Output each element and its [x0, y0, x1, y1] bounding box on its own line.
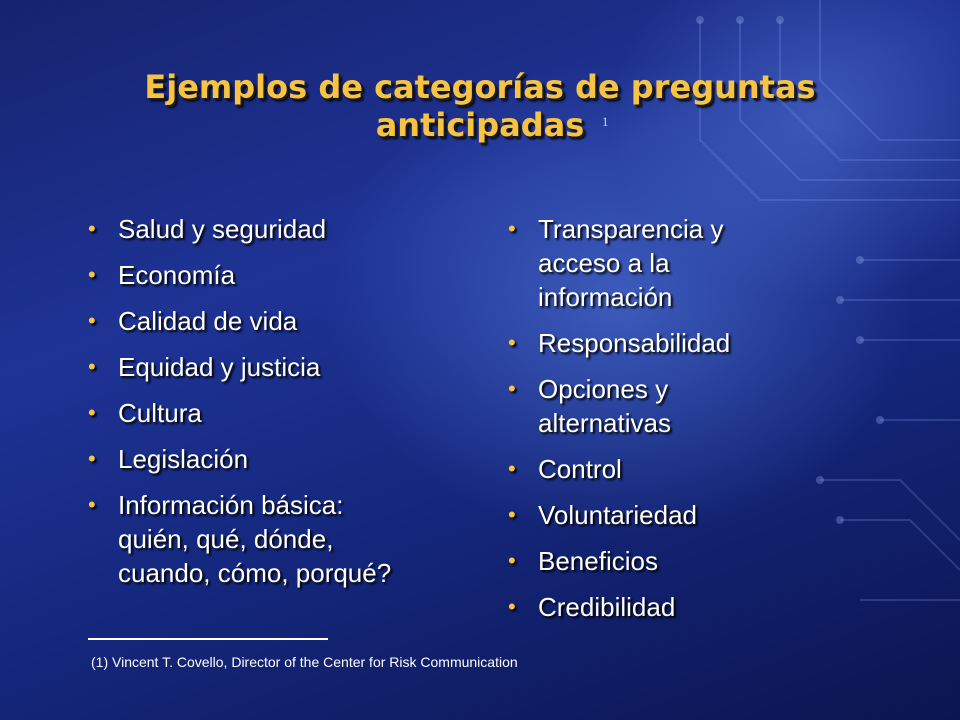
- left-list-item: [88, 396, 408, 430]
- left-bullet-list: [88, 212, 408, 602]
- bullet-icon: •: [88, 446, 96, 471]
- title-line-1: Ejemplos de categorías de preguntas: [144, 68, 816, 106]
- right-list-item: [508, 544, 808, 578]
- left-list-item-text: Economía: [118, 260, 236, 290]
- right-list-item: [508, 590, 808, 624]
- right-bullet-list: [508, 212, 808, 636]
- bullet-icon: •: [508, 594, 516, 619]
- right-list-item: [508, 212, 808, 314]
- left-list-item-text: Información básica: quién, qué, dónde, cuando, cómo, porqué?: [118, 490, 392, 588]
- right-list-item: [508, 326, 808, 360]
- bullet-icon: •: [88, 308, 96, 333]
- right-list-item-text: Beneficios: [538, 546, 658, 576]
- bullet-icon: •: [88, 354, 96, 379]
- bullet-icon: •: [508, 216, 516, 241]
- bullet-icon: •: [508, 456, 516, 481]
- bullet-icon: •: [88, 400, 96, 425]
- footnote: (1) Vincent T. Covello, Director of the Center for Risk Communication: [91, 654, 518, 670]
- left-list-item-text: Cultura: [118, 398, 202, 428]
- bullet-icon: •: [508, 548, 516, 573]
- right-list-item-text: Transparencia y acceso a la información: [538, 214, 724, 312]
- left-list-item: [88, 258, 408, 292]
- slide-title: [60, 68, 900, 144]
- right-list-item: [508, 452, 808, 486]
- left-list-item: [88, 488, 408, 590]
- right-list-item-text: Opciones y alternativas: [538, 374, 671, 438]
- left-list-item-text: Equidad y justicia: [118, 352, 321, 382]
- left-list-item: [88, 212, 408, 246]
- right-list-item-text: Control: [538, 454, 622, 484]
- underline-rule: [88, 638, 328, 640]
- bullet-icon: •: [508, 502, 516, 527]
- left-list-item-text: Salud y seguridad: [118, 214, 327, 244]
- right-list-item-text: Voluntariedad: [538, 500, 698, 530]
- bullet-icon: •: [508, 330, 516, 355]
- bullet-icon: •: [88, 492, 96, 517]
- title-line-2: anticipadas: [375, 106, 585, 144]
- right-list-item-text: Responsabilidad: [538, 328, 731, 358]
- right-list-item-text: Credibilidad: [538, 592, 676, 622]
- bullet-icon: •: [88, 216, 96, 241]
- left-list-item: [88, 350, 408, 384]
- bullet-icon: •: [508, 376, 516, 401]
- bullet-icon: •: [88, 262, 96, 287]
- footnote-marker: 1: [602, 114, 609, 129]
- right-list-item: [508, 372, 808, 440]
- left-list-item: [88, 304, 408, 338]
- left-list-item-text: Legislación: [118, 444, 249, 474]
- right-list-item: [508, 498, 808, 532]
- left-list-item-text: Calidad de vida: [118, 306, 298, 336]
- left-list-item: [88, 442, 408, 476]
